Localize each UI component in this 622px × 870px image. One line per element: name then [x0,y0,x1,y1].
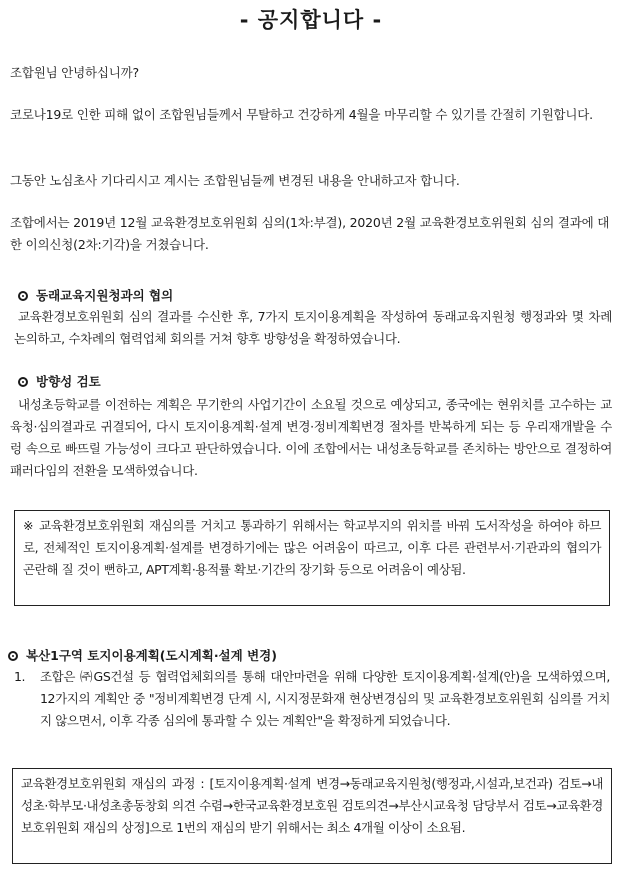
paragraph-wishes: 코로나19로 인한 피해 없이 조합원님들께서 무탈하고 건강하게 4월을 마무리할 수 있기를 간절히 기원합니다. [10,107,593,122]
circle-bullet-icon [8,651,18,661]
circle-bullet-icon [18,377,28,387]
note-box-review-process: 교육환경보호위원회 재심의 과정 : [토지이용계획·설계 변경→동래교육지원청(행정과,시설과,보건과) 검토→내성초·학부모·내성초총동창회 의견 수렴→한국교육환경보호원 검토의견→부산시교육청 담당부서 검토→교육환경보호위원회 재심의 상정]으로 1번의 재심의 받기 위해서는 최소 4개월 이상이 소요됨. [12,768,612,864]
numbered-item-1 [14,666,610,732]
section-heading-label: 동래교육지원청과의 협의 [36,288,174,303]
item-text: 조합은 ㈜GS건설 등 협력업체회의를 통해 대안마련을 위해 다양한 토지이용계획·설계(안)을 모색하였으며, 12가지의 계획안 중 "정비계획변경 단계 시, 시지정문화재 현상변경심의 및 교육환경보호위원회 심의를 거치지 않으면서, 이후 각종 심의에 통과할 수 있는 계획안"을 확정하게 되었습니다. [40,669,610,728]
circle-bullet-icon [18,291,28,301]
paragraph-history: 조합에서는 2019년 12월 교육환경보호위원회 심의(1차:부결), 2020년 2월 교육환경보호위원회 심의 결과에 대한 이의신청(2차:기각)을 거쳤습니다. [10,215,610,252]
section-heading-land-plan [8,646,277,666]
item-number: 1. [14,669,26,684]
note-box-direction: ※ 교육환경보호위원회 재심의를 거치고 통과하기 위해서는 학교부지의 위치를 바꿔 도서작성을 하여야 하므로, 전체적인 토지이용계획·설계를 변경하기에는 많은 어려움이 따르고, 이후 다른 관련부서·기관과의 협의가 곤란해 질 것이 뻔하고, APT계획·용적률 확보·기간의 장기화 등으로 어려움이 예상됨. [14,510,610,606]
section-heading-consultation [18,286,173,306]
section-heading-direction [18,372,101,392]
section-body-direction: 내성초등학교를 이전하는 계획은 무기한의 사업기간이 소요될 것으로 예상되고, 종국에는 현위치를 고수하는 교육청·심의결과로 귀결되어, 다시 토지이용계획·설계 변경·정비계획변경 절차를 반복하게 되는 등 우리재개발을 수렁 속으로 빠뜨릴 가능성이 크다고 판단하였습니다. 이에 조합에서는 내성초등학교를 존치하는 방안으로 결정하여 패러다임의 전환을 모색하였습니다. [10,397,612,478]
greeting-text: 조합원님 안녕하십니까? [10,65,139,80]
paragraph-intro: 그동안 노심초사 기다리시고 계시는 조합원님들께 변경된 내용을 안내하고자 합니다. [10,173,460,188]
section-heading-label: 방향성 검토 [36,374,101,389]
section-body-consultation: 교육환경보호위원회 심의 결과를 수신한 후, 7가지 토지이용계획을 작성하여 동래교육지원청 행정과와 몇 차례 논의하고, 수차례의 협력업체 회의를 거쳐 향후 방향성을 확정하였습니다. [14,309,612,346]
page-title: - 공지합니다 - [239,8,383,32]
section-heading-label: 복산1구역 토지이용계획(도시계획·설계 변경) [26,648,277,663]
